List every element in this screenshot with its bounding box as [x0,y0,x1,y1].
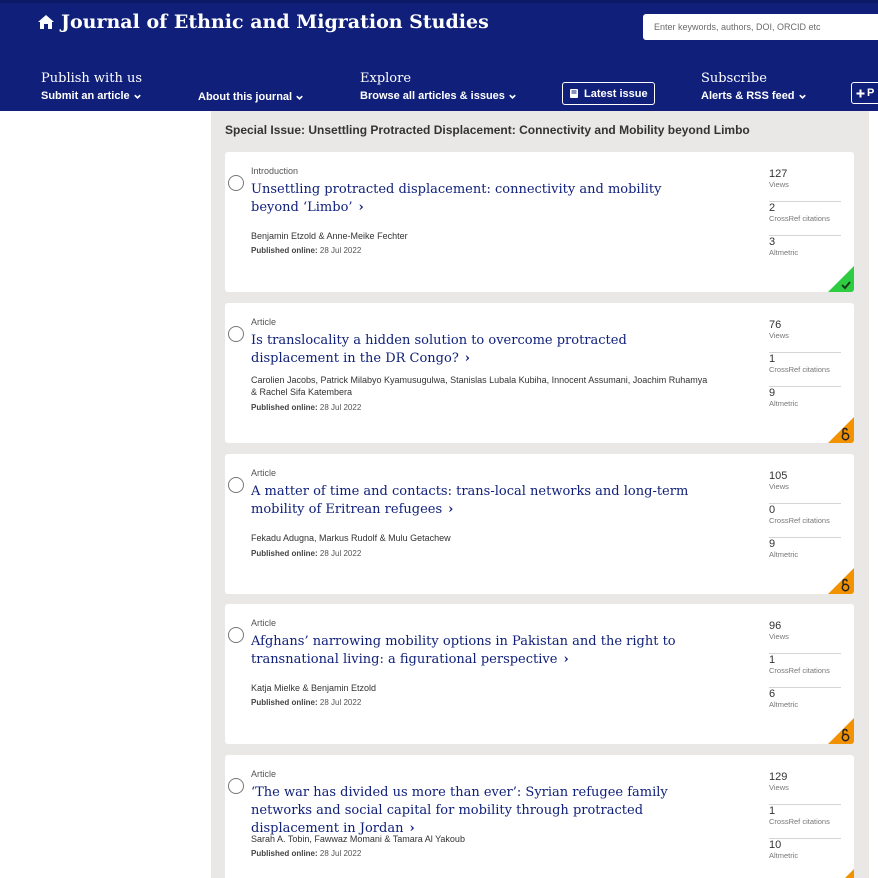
article-select-radio[interactable] [228,326,244,342]
published-date: 28 Jul 2022 [319,246,362,255]
nav-alerts-label: Alerts & RSS feed [701,90,795,102]
article-title-link[interactable] [251,181,711,217]
article-authors: Carolien Jacobs, Patrick Milabyo Kyamusugulwa, Stanislas Lubala Kubiha, Innocent Assumani, Joachim Ruhamya & Rachel Sifa Katembera [251,375,708,397]
article-published-date [251,246,361,255]
altmetric-label: Altmetric [769,248,799,257]
metric-views[interactable] [769,620,841,654]
article-select-radio[interactable] [228,627,244,643]
altmetric-count: 3 [769,236,776,248]
article-title-link[interactable] [251,483,711,519]
published-date: 28 Jul 2022 [319,549,362,558]
plus-button-label: P [867,87,875,99]
altmetric-count: 10 [769,839,782,851]
metric-altmetric[interactable] [769,688,841,722]
nav-about-journal[interactable] [198,91,304,103]
views-count: 76 [769,319,782,331]
article-select-radio[interactable] [228,175,244,191]
article-select-radio[interactable] [228,477,244,493]
chevron-down-icon [295,93,304,102]
plus-icon [856,89,865,98]
article-published-date [251,849,361,858]
article-title-link[interactable] [251,633,711,669]
nav-explore [360,71,517,102]
metric-altmetric[interactable] [769,387,841,421]
article-published-date [251,403,361,412]
crossref-label: CrossRef citations [769,666,830,675]
crossref-count: 0 [769,504,776,516]
nav-subscribe-heading: Subscribe [701,71,767,86]
chevron-right-icon: › [448,502,454,517]
article-metrics [769,470,841,572]
latest-issue-label: Latest issue [584,87,648,100]
nav-about-label: About this journal [198,91,293,103]
crossref-count: 1 [769,805,776,817]
metric-altmetric[interactable] [769,839,841,873]
open-access-icon [828,869,854,878]
metric-crossref[interactable] [769,805,841,839]
article-title: ‘The war has divided us more than ever’: Syrian refugee family networks and social capital for mobility through protracted displacement in Jordan [251,785,668,836]
nav-browse-articles[interactable] [360,90,517,102]
crossref-label: CrossRef citations [769,817,830,826]
chevron-right-icon: › [464,351,470,366]
crossref-count: 1 [769,654,776,666]
home-icon [37,14,55,30]
views-count: 127 [769,168,788,180]
chevron-down-icon [508,92,517,101]
views-label: Views [769,331,789,340]
article-title-link[interactable] [251,784,711,838]
nav-explore-heading: Explore [360,71,412,86]
metric-crossref[interactable] [769,202,841,236]
top-strip [0,0,878,3]
chevron-right-icon: › [563,652,569,667]
article-title-link[interactable] [251,332,711,368]
article-published-date [251,698,361,707]
views-label: Views [769,482,789,491]
search-box[interactable] [643,14,878,40]
article-card [225,303,854,443]
metric-views[interactable] [769,470,841,504]
metric-altmetric[interactable] [769,236,841,270]
altmetric-count: 9 [769,387,776,399]
nav-publish-heading: Publish with us [41,71,142,86]
nav-subscribe [701,71,807,102]
nav-alerts-rss[interactable] [701,90,807,102]
search-input[interactable] [654,22,872,32]
altmetric-label: Altmetric [769,700,799,709]
open-access-icon [828,417,854,443]
metric-views[interactable] [769,168,841,202]
chevron-down-icon [133,92,142,101]
latest-issue-button[interactable] [562,82,655,105]
plus-button[interactable] [851,82,878,104]
journal-title-link[interactable] [37,11,489,33]
chevron-right-icon: › [358,200,364,215]
article-title: Is translocality a hidden solution to overcome protracted displacement in the DR Congo? [251,333,627,366]
open-access-icon [828,568,854,594]
published-date: 28 Jul 2022 [319,403,362,412]
published-label: Published online: [251,403,318,412]
article-type: Article [251,317,277,327]
article-select-radio[interactable] [228,778,244,794]
article-metrics [769,771,841,873]
views-label: Views [769,632,789,641]
altmetric-label: Altmetric [769,851,799,860]
article-title: A matter of time and contacts: trans-local networks and long-term mobility of Eritrean refugees [251,484,689,517]
metric-views[interactable] [769,771,841,805]
altmetric-count: 9 [769,538,776,550]
article-authors: Sarah A. Tobin, Fawwaz Momani & Tamara Al Yakoub [251,834,465,844]
published-label: Published online: [251,698,318,707]
views-label: Views [769,180,789,189]
free-access-checkmark-icon [828,266,854,292]
article-authors: Fekadu Adugna, Markus Rudolf & Mulu Getachew [251,533,451,543]
article-metrics [769,319,841,421]
crossref-count: 2 [769,202,776,214]
views-label: Views [769,783,789,792]
published-label: Published online: [251,246,318,255]
metric-crossref[interactable] [769,504,841,538]
altmetric-label: Altmetric [769,399,799,408]
journal-title: Journal of Ethnic and Migration Studies [61,11,489,33]
site-header [0,0,878,111]
published-date: 28 Jul 2022 [319,849,362,858]
article-authors: Katja Mielke & Benjamin Etzold [251,683,377,693]
altmetric-label: Altmetric [769,550,799,559]
nav-submit-article[interactable] [41,90,142,102]
open-access-icon [828,718,854,744]
metric-crossref[interactable] [769,353,841,387]
article-authors: Benjamin Etzold & Anne-Meike Fechter [251,231,408,241]
article-card [225,454,854,594]
issue-heading: Special Issue: Unsettling Protracted Displacement: Connectivity and Mobility beyond Limbo [225,123,750,137]
article-title: Unsettling protracted displacement: connectivity and mobility beyond ‘Limbo’ [251,182,662,215]
article-card [225,152,854,292]
crossref-label: CrossRef citations [769,365,830,374]
chevron-down-icon [798,92,807,101]
article-published-date [251,549,361,558]
article-metrics [769,168,841,270]
article-type: Introduction [251,166,299,176]
published-label: Published online: [251,549,318,558]
published-date: 28 Jul 2022 [319,698,362,707]
published-label: Published online: [251,849,318,858]
nav-submit-label: Submit an article [41,90,130,102]
metric-views[interactable] [769,319,841,353]
nav-browse-label: Browse all articles & issues [360,90,505,102]
crossref-label: CrossRef citations [769,516,830,525]
article-title: Afghans’ narrowing mobility options in Pakistan and the right to transnational living: a figurational perspective [251,634,676,667]
views-count: 129 [769,771,788,783]
chevron-right-icon: › [409,821,415,836]
metric-altmetric[interactable] [769,538,841,572]
article-card [225,604,854,744]
crossref-label: CrossRef citations [769,214,830,223]
article-type: Article [251,618,277,628]
views-count: 96 [769,620,782,632]
metric-crossref[interactable] [769,654,841,688]
views-count: 105 [769,470,788,482]
article-type: Article [251,468,277,478]
crossref-count: 1 [769,353,776,365]
article-metrics [769,620,841,722]
article-card [225,755,854,878]
altmetric-count: 6 [769,688,776,700]
book-icon [569,88,579,99]
nav-publish [41,71,142,102]
article-type: Article [251,769,277,779]
